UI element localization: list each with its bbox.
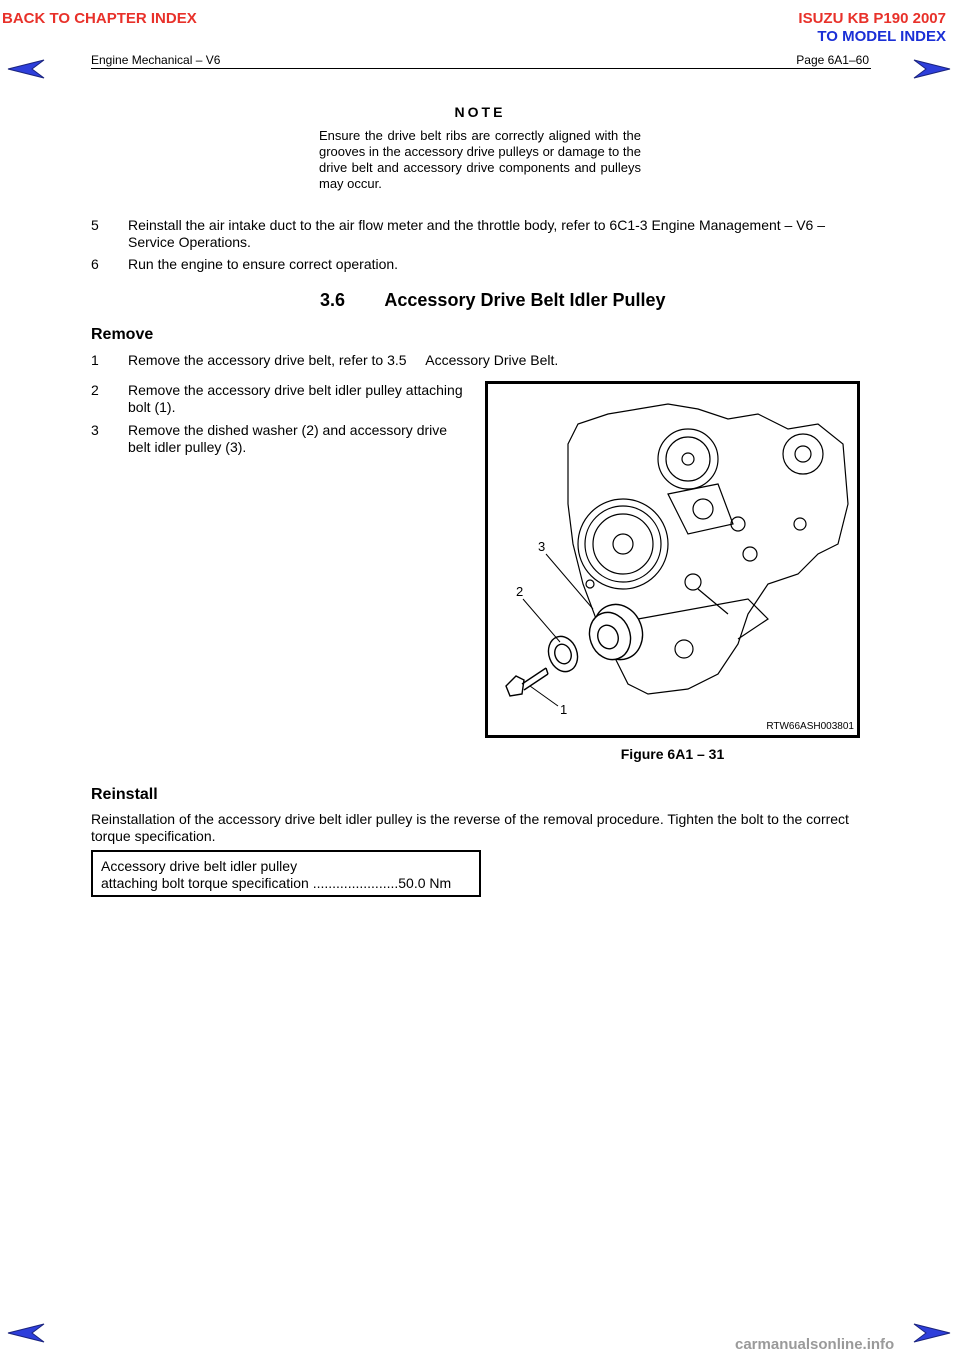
previous-page-arrow-icon[interactable]: [6, 1322, 46, 1344]
figure-caption: Figure 6A1 – 31: [620, 746, 725, 762]
header-rule: [91, 68, 871, 69]
note-title: NOTE: [454, 104, 506, 120]
step-text: Remove the accessory drive belt, refer to 3.5 Accessory Drive Belt.: [128, 352, 559, 368]
torque-spec-line2: attaching bolt torque specification ......................50.0 Nm: [101, 875, 452, 891]
step-number: 3: [91, 422, 99, 438]
note-block: [319, 104, 641, 192]
figure-frame: [485, 381, 860, 738]
step-number: 1: [91, 352, 99, 368]
header-page-number: Page 6A1–60: [796, 53, 869, 67]
callout-3: 3: [538, 539, 546, 554]
step-text: Remove the dished washer (2) and accessory drive belt idler pulley (3).: [128, 422, 448, 455]
footer-watermark: carmanualsonline.info: [735, 1336, 895, 1353]
reinstall-heading: Reinstall: [91, 786, 158, 803]
reinstall-text: Reinstallation of the accessory drive belt idler pulley is the reverse of the removal procedure. Tighten the bolt to the correct torque specification.: [91, 811, 849, 844]
section-heading: [320, 290, 666, 311]
next-page-arrow-icon[interactable]: [912, 58, 952, 80]
step-text: Remove the accessory drive belt idler pulley attaching bolt (1).: [128, 382, 463, 415]
step-number: 6: [91, 256, 99, 272]
section-title: Accessory Drive Belt Idler Pulley: [384, 290, 666, 310]
callout-1: 1: [560, 702, 568, 717]
torque-spec-line1: Accessory drive belt idler pulley: [101, 858, 298, 874]
step-text: Reinstall the air intake duct to the air flow meter and the throttle body, refer to 6C1-3 Engine Management – V6 – Service Operations.: [128, 217, 826, 250]
step-text: Run the engine to ensure correct operation.: [128, 256, 399, 272]
note-text: Ensure the drive belt ribs are correctly aligned with the grooves in the accessory drive pulleys or damage to the drive belt and accessory drive components and pulleys may occur.: [319, 128, 641, 191]
callout-2: 2: [516, 584, 524, 599]
torque-spec-box: [91, 850, 481, 897]
to-model-index-link[interactable]: TO MODEL INDEX: [817, 28, 946, 45]
section-number: 3.6: [320, 290, 346, 310]
back-to-chapter-index-link[interactable]: BACK TO CHAPTER INDEX: [2, 10, 197, 27]
idler-pulley-illustration: [488, 384, 857, 735]
figure-code: RTW66ASH003801: [766, 721, 854, 732]
remove-heading: Remove: [91, 326, 154, 343]
next-page-arrow-icon[interactable]: [912, 1322, 952, 1344]
step-number: 2: [91, 382, 99, 398]
previous-page-arrow-icon[interactable]: [6, 58, 46, 80]
model-title-link[interactable]: ISUZU KB P190 2007: [798, 10, 946, 27]
header-section-title: Engine Mechanical – V6: [91, 53, 221, 67]
step-number: 5: [91, 217, 99, 233]
